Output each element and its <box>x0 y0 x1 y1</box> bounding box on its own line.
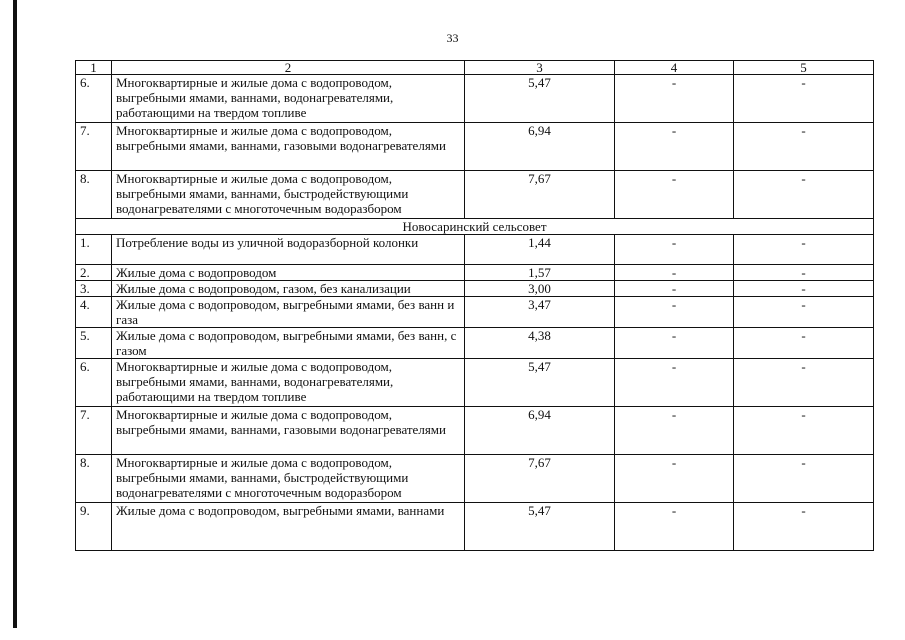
cell-num: 2. <box>76 265 112 281</box>
cell-desc: Потребление воды из уличной водоразборной колонки <box>112 235 465 265</box>
cell-c4: - <box>615 75 734 123</box>
cell-c4: - <box>615 503 734 551</box>
cell-c5: - <box>734 503 874 551</box>
left-margin-bar <box>13 0 17 628</box>
cell-c5: - <box>734 407 874 455</box>
table-row <box>76 75 874 123</box>
cell-desc: Многоквартирные и жилые дома с водопроводом, выгребными ямами, ваннами, быстродействующими водонагревателями с многоточечным водоразбором <box>112 455 465 503</box>
cell-c5: - <box>734 281 874 297</box>
cell-num: 6. <box>76 359 112 407</box>
header-cell: 4 <box>615 61 734 75</box>
table-row <box>76 281 874 297</box>
cell-c5: - <box>734 235 874 265</box>
cell-num: 8. <box>76 171 112 219</box>
section-row <box>76 219 874 235</box>
table-row <box>76 328 874 359</box>
table-row <box>76 503 874 551</box>
header-cell: 1 <box>76 61 112 75</box>
table-row <box>76 297 874 328</box>
cell-num: 1. <box>76 235 112 265</box>
cell-c4: - <box>615 359 734 407</box>
cell-val: 3,00 <box>465 281 615 297</box>
cell-desc: Многоквартирные и жилые дома с водопроводом, выгребными ямами, ваннами, быстродействующими водонагревателями с многоточечным водоразбором <box>112 171 465 219</box>
cell-desc: Многоквартирные и жилые дома с водопроводом, выгребными ямами, ваннами, газовыми водонагревателями <box>112 407 465 455</box>
table-row <box>76 171 874 219</box>
table-row <box>76 123 874 171</box>
cell-c5: - <box>734 455 874 503</box>
table-header-row <box>76 61 874 75</box>
cell-val: 5,47 <box>465 75 615 123</box>
cell-desc: Жилые дома с водопроводом, газом, без канализации <box>112 281 465 297</box>
cell-c5: - <box>734 123 874 171</box>
table-row <box>76 235 874 265</box>
header-cell: 3 <box>465 61 615 75</box>
cell-c4: - <box>615 455 734 503</box>
cell-c4: - <box>615 281 734 297</box>
table-row <box>76 359 874 407</box>
cell-c4: - <box>615 235 734 265</box>
cell-c4: - <box>615 407 734 455</box>
cell-c5: - <box>734 359 874 407</box>
cell-val: 7,67 <box>465 455 615 503</box>
cell-c4: - <box>615 297 734 328</box>
cell-c4: - <box>615 265 734 281</box>
cell-val: 6,94 <box>465 407 615 455</box>
cell-num: 4. <box>76 297 112 328</box>
cell-val: 1,57 <box>465 265 615 281</box>
cell-num: 5. <box>76 328 112 359</box>
cell-val: 5,47 <box>465 359 615 407</box>
table-row <box>76 455 874 503</box>
header-cell: 2 <box>112 61 465 75</box>
cell-val: 6,94 <box>465 123 615 171</box>
cell-c5: - <box>734 265 874 281</box>
cell-desc: Жилые дома с водопроводом <box>112 265 465 281</box>
cell-val: 5,47 <box>465 503 615 551</box>
cell-c5: - <box>734 328 874 359</box>
cell-num: 3. <box>76 281 112 297</box>
cell-val: 1,44 <box>465 235 615 265</box>
cell-num: 7. <box>76 407 112 455</box>
cell-val: 4,38 <box>465 328 615 359</box>
cell-desc: Многоквартирные и жилые дома с водопроводом, выгребными ямами, ваннами, водонагревателями, работающими на твердом топливе <box>112 359 465 407</box>
cell-c5: - <box>734 75 874 123</box>
cell-desc: Многоквартирные и жилые дома с водопроводом, выгребными ямами, ваннами, водонагревателями, работающими на твердом топливе <box>112 75 465 123</box>
cell-num: 7. <box>76 123 112 171</box>
cell-val: 7,67 <box>465 171 615 219</box>
section-title: Новосаринский сельсовет <box>76 219 874 235</box>
page-number: 33 <box>446 31 459 45</box>
cell-desc: Многоквартирные и жилые дома с водопроводом, выгребными ямами, ваннами, газовыми водонагревателями <box>112 123 465 171</box>
cell-c5: - <box>734 297 874 328</box>
header-cell: 5 <box>734 61 874 75</box>
cell-c4: - <box>615 171 734 219</box>
cell-num: 6. <box>76 75 112 123</box>
table-row <box>76 407 874 455</box>
cell-desc: Жилые дома с водопроводом, выгребными ямами, без ванн и газа <box>112 297 465 328</box>
cell-desc: Жилые дома с водопроводом, выгребными ямами, ваннами <box>112 503 465 551</box>
table-row <box>76 265 874 281</box>
water-norms-table <box>75 60 874 551</box>
cell-c4: - <box>615 123 734 171</box>
cell-desc: Жилые дома с водопроводом, выгребными ямами, без ванн, с газом <box>112 328 465 359</box>
cell-num: 9. <box>76 503 112 551</box>
cell-num: 8. <box>76 455 112 503</box>
cell-c5: - <box>734 171 874 219</box>
cell-val: 3,47 <box>465 297 615 328</box>
cell-c4: - <box>615 328 734 359</box>
